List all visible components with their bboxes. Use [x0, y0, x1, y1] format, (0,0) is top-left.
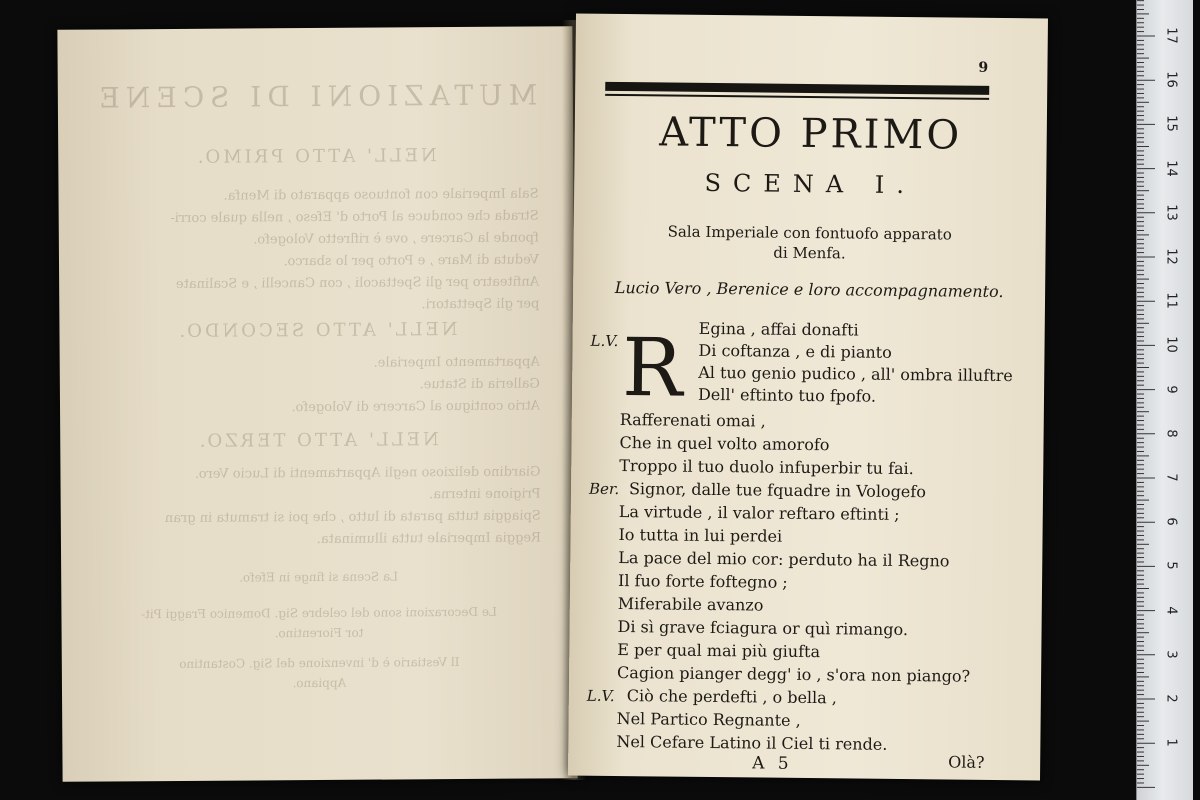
ruler-number: 17: [1163, 27, 1179, 44]
act-title: ATTO PRIMO: [659, 109, 963, 159]
speaker-label: L.V.: [586, 686, 615, 705]
catchword: Olà?: [948, 752, 985, 772]
ruler-number: 6: [1163, 517, 1179, 526]
left-act-three-heading: NELL' ATTO TERZO.: [196, 429, 439, 452]
stage-direction-line: di Menfa.: [773, 243, 846, 263]
verse-line: Miferabile avanzo: [617, 594, 764, 615]
measuring-ruler: [1136, 0, 1193, 800]
verse-line: Di coftanza , e di pianto: [698, 340, 892, 362]
ruler-number: 5: [1163, 561, 1179, 571]
scene-title: SCENA I.: [704, 168, 917, 200]
right-page: [568, 14, 1048, 781]
left-act-two-line: Appartamento Imperiale.: [373, 354, 540, 371]
left-act-one-line: Sala Imperiale con fontuoso apparato di Menfa.: [223, 186, 539, 204]
verse-line: Dell' eftinto tuo fpofo.: [697, 384, 877, 406]
left-act-one-heading: NELL' ATTO PRIMO.: [194, 145, 437, 168]
ruler-number: 10: [1163, 336, 1179, 354]
verse-line: Al tuo genio pudico , all' ombra illuftre: [698, 362, 1013, 386]
verse-line: La pace del mio cor: perduto ha il Regno: [618, 548, 950, 571]
speaker-label: Ber.: [588, 479, 620, 499]
page-number: 9: [978, 59, 989, 76]
verse-line: Egina , affai donafti: [698, 318, 859, 340]
ruler-number: 8: [1163, 429, 1179, 438]
left-act-one-line: Veduta di Mare , e Porto per lo sbarco.: [283, 252, 540, 270]
left-act-three-line: Spiaggia tutta parata di lutto , che poi si tramuta in gran: [164, 508, 541, 527]
verse-line: Nel Partico Regnante ,: [616, 709, 801, 730]
ruler-number: 11: [1163, 292, 1179, 309]
signature-mark: A 5: [752, 753, 793, 774]
verse-line: Il fuo forte foftegno ;: [617, 571, 788, 592]
verse-line: Che in quel volto amorofo: [619, 433, 830, 455]
verse-line: Io tutta in lui perdei: [618, 525, 783, 546]
left-act-three-line: Giardino delizioso negli Appartamenti di Lucio Vero.: [194, 464, 541, 482]
ruler-number: 4: [1163, 605, 1179, 615]
left-act-one-line: fponde la Carcere , ove è riflretto Vologefo.: [253, 230, 539, 248]
left-footer-line: tor Fiorentino.: [274, 625, 364, 641]
ruler-number: 7: [1163, 473, 1179, 482]
left-act-two-line: Atrio contiguo al Carcere di Vologefo.: [291, 398, 541, 416]
verse-line: Signor, dalle tue fquadre in Vologefo: [628, 479, 926, 502]
verse-line: Nel Cefare Latino il Ciel ti rende.: [616, 732, 888, 754]
speaker-label: L.V.: [590, 331, 619, 351]
left-act-three-line: Reggia Imperiale tutta illuminata.: [316, 530, 541, 548]
ruler-number: 1: [1163, 738, 1179, 747]
left-act-one-line: per gli Spettatori.: [421, 296, 540, 313]
ruler-number: 3: [1163, 650, 1179, 659]
left-footer-line: La Scena si finge in Efefo.: [239, 569, 399, 585]
left-act-three-line: Prigione interna.: [429, 486, 541, 503]
verse-line: Di sì grave fciagura or quì rimango.: [617, 617, 909, 640]
ruler-number: 15: [1163, 115, 1179, 133]
stage-direction-line: Sala Imperiale con fontuofo apparato: [667, 222, 952, 244]
verse-line: Rafferenati omai ,: [619, 410, 766, 431]
header-rule-thin: [605, 94, 989, 100]
left-footer-line: Il Vestiario è d' invenzione del Sig. Costantino: [179, 655, 460, 671]
ruler-number: 12: [1163, 248, 1179, 265]
left-page: [57, 26, 577, 782]
left-act-one-line: Anfiteatro per gli Spettacoli , con Cancelli , e Scalinate: [175, 274, 540, 292]
left-act-two-heading: NELL' ATTO SECONDO.: [176, 319, 458, 342]
drop-cap: R: [621, 321, 684, 415]
verse-line: Ciò che perdefti , o bella ,: [626, 686, 838, 708]
ruler-number: 13: [1163, 204, 1179, 221]
verse-line: E per qual mai più giufta: [617, 640, 821, 662]
verse-line: Troppo il tuo duolo infuperbir tu fai.: [619, 456, 914, 479]
left-act-one-line: Strada che conduce al Porto d' Efeso , nella quale corri-: [170, 208, 539, 227]
verse-line: La virtude , il valor reftaro eftinti ;: [618, 502, 900, 524]
left-footer-line: Le Decorazioni sono del celebre Sig. Domenico Fraggi Pit-: [140, 604, 497, 622]
left-footer-line: Appiano.: [292, 675, 347, 691]
ruler-number: 16: [1163, 71, 1179, 88]
left-page-title: MUTAZIONI DI SCENE: [93, 78, 538, 115]
left-act-two-line: Galleria di Statue.: [419, 376, 540, 393]
ruler-number: 14: [1163, 159, 1179, 177]
characters-line: Lucio Vero , Berenice e loro accompagnamento.: [614, 277, 1004, 302]
header-rule-thick: [605, 82, 989, 95]
ruler-number: 9: [1163, 384, 1179, 394]
verse-line: Cagion pianger degg' io , s'ora non piango?: [617, 663, 971, 686]
ruler-number: 2: [1163, 694, 1179, 703]
